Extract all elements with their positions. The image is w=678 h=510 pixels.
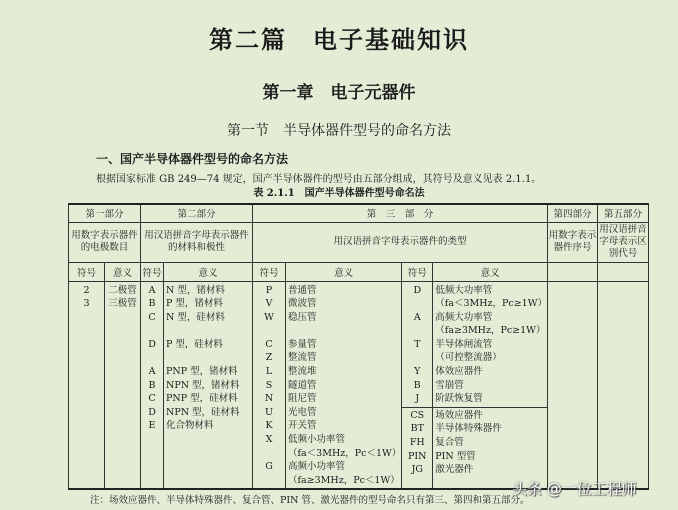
entry-meaning: NPN 型，硅材料 [166,406,240,418]
part2-meanings [164,281,253,489]
entry-symbol: 3 [83,298,90,310]
entry-meaning: N 型，硅材料 [166,311,225,323]
entry-symbol: V [265,298,273,310]
entry-symbol: X [265,434,273,446]
entry-symbol: PIN [408,450,427,462]
part4-header: 第四部分 [548,204,598,222]
entry-symbol: S [265,379,273,391]
entry-meaning: 微波管 [288,298,317,310]
entry-group [69,284,104,311]
entry-group [286,284,401,325]
entry-meaning: 体效应器件 [435,366,483,378]
entry-group [141,365,163,433]
entry-symbol: A [413,311,421,323]
entry-meaning: PNP 型，硅材料 [166,393,238,405]
entry-symbol-spacer [402,297,432,311]
entry-meaning: 复合管 [435,437,464,449]
entry-meaning: 二极管 [108,284,137,296]
symbol-header: 符号 [141,262,164,281]
description-row [69,222,649,262]
entry-symbol: P [265,284,273,296]
entry-group [286,338,401,488]
entry-meaning: PIN 型管 [435,450,476,462]
parts-header-row [69,204,649,222]
part3-left-symbols [253,281,286,489]
entry-meaning: NPN 型，锗材料 [166,379,240,391]
entry-symbol-spacer [253,474,285,488]
entry-symbol: C [265,338,273,350]
part5-description: 用汉语拼音字母表示区别代号 [598,222,649,262]
entry-meaning-condition: （fa＜3MHz，Pc≥1W） [435,298,547,310]
entry-symbol: A [148,366,156,378]
symbol-header: 符号 [69,262,105,281]
meaning-header: 意义 [433,262,548,281]
entry-group [141,284,163,325]
entry-group [253,284,285,325]
part-title: 第二篇 电子基础知识 [209,25,469,54]
entry-symbol: B [148,298,156,310]
entry-meaning: 稳压管 [288,311,317,323]
entry-meaning: 化合物材料 [166,420,214,432]
column-header-row [69,262,649,281]
part2-header: 第二部分 [141,204,253,222]
entry-symbol: Y [414,366,421,378]
watermark: 头条 @一位工程师 [512,480,637,498]
part2-description: 用汉语拼音字母表示器件的材料和极性 [141,222,253,262]
entry-symbol: C [148,311,156,323]
entry-symbol: JG [411,464,423,476]
entry-meaning: PNP 型，锗材料 [166,366,238,378]
part2-symbols [141,281,164,489]
entry-meaning: 普通管 [288,284,317,296]
entry-symbol: 2 [83,284,90,296]
meaning-header: 意义 [286,262,402,281]
entry-symbol: T [414,338,421,350]
entry-group [433,407,547,477]
entry-meaning: 场效应器件 [435,409,483,421]
entry-symbol: B [413,379,421,391]
entry-meaning-condition: （fa≥3MHz，Pc＜1W） [288,474,400,486]
table-caption: 表 2.1.1 国产半导体器件型号命名法 [253,188,425,199]
entry-meaning: 高频小功率管 [288,461,346,473]
entry-symbol: D [148,406,156,418]
entry-symbol: G [265,461,273,473]
entry-symbol: C [148,393,156,405]
entry-group [433,284,547,406]
entry-group [164,338,252,352]
part3-right-symbols [402,281,433,489]
entry-meaning: 隧道管 [288,379,317,391]
entry-meaning: 参量管 [288,338,317,350]
subsection-heading: 一、国产半导体器件型号的命名方法 [96,152,289,166]
entry-meaning: 整流管 [288,352,317,364]
entry-symbol: L [265,366,273,378]
entry-symbol: U [264,406,273,418]
entry-meaning: 开关管 [288,420,317,432]
entry-symbol: D [413,284,422,296]
entry-symbol: Z [265,352,273,364]
entry-meaning: 整流堆 [288,366,317,378]
entry-meaning: 半导体特殊器件 [435,423,502,435]
entry-group [164,284,252,325]
entry-meaning: 低频大功率管 [435,284,493,296]
entry-symbol-spacer [253,447,285,461]
entry-meaning: 高频大功率管 [435,311,493,323]
meaning-header: 意义 [164,262,253,281]
entry-symbol: BT [410,423,424,435]
part5-body [598,281,649,489]
entry-symbol: D [148,338,156,350]
entry-meaning: 阻尼管 [288,393,317,405]
entry-meaning: P 型，硅材料 [166,338,223,350]
intro-paragraph: 根据国家标准 GB 249—74 规定，国产半导体器件的型号由五部分组成，其符号及意义见表 2.1.1。 [96,174,542,185]
entry-symbol: W [264,311,274,323]
part3-left-meanings [286,281,402,489]
entry-meaning: N 型，锗材料 [166,284,225,296]
part4-empty [548,262,598,281]
part1-symbols [69,281,105,489]
entry-symbol: N [264,393,274,405]
entry-symbol-spacer [402,324,432,338]
entry-meaning-condition: （可控整流器） [435,352,502,364]
entry-symbol: FH [409,437,425,449]
section-title: 第一节 半导体器件型号的命名方法 [227,123,451,139]
naming-table [68,203,649,490]
symbol-header: 符号 [253,262,286,281]
part4-description: 用数字表示器件序号 [548,222,598,262]
entry-meaning: P 型，锗材料 [166,298,223,310]
entry-meaning: 光电管 [288,406,317,418]
part3-header: 第 三 部 分 [253,204,548,222]
entry-meaning: 雪崩管 [435,379,464,391]
entry-symbol-spacer [402,351,432,365]
entry-symbol: CS [410,409,425,421]
entry-meaning: 三极管 [108,298,137,310]
entry-group [402,284,432,406]
chapter-title: 第一章 电子元器件 [262,83,416,103]
entry-meaning-condition: （fa≥3MHz，Pc≥1W） [435,325,546,337]
entry-group [141,338,163,352]
entry-meaning-condition: （fa＜3MHz，Pc＜1W） [288,447,402,459]
part5-header: 第五部分 [598,204,649,222]
entry-symbol: K [265,420,273,432]
part1-header: 第一部分 [69,204,141,222]
entry-symbol: J [415,393,420,405]
part4-body [548,281,598,489]
entry-meaning: 激光器件 [435,464,474,476]
entry-group [402,407,432,477]
symbol-header: 符号 [402,262,433,281]
entry-symbol: B [148,379,156,391]
part1-meanings [105,281,141,489]
entry-group [164,365,252,433]
table-body-row [69,281,649,489]
table-note: 注：场效应器件、半导体特殊器件、复合管、PIN 管、激光器件的型号命名只有第三、第四和第五部分。 [90,495,530,506]
entry-symbol: E [148,420,156,432]
meaning-header: 意义 [105,262,141,281]
part3-description: 用汉语拼音字母表示器件的类型 [253,222,548,262]
part3-right-meanings [433,281,548,489]
entry-meaning: 低频小功率管 [288,434,346,446]
entry-meaning: 半导体闸流管 [435,338,493,350]
entry-symbol: A [148,284,156,296]
entry-group [105,284,140,311]
entry-meaning: 阶跃恢复管 [435,393,483,405]
entry-group [253,338,285,488]
part1-description: 用数字表示器件的电极数目 [69,222,141,262]
part5-empty [598,262,649,281]
